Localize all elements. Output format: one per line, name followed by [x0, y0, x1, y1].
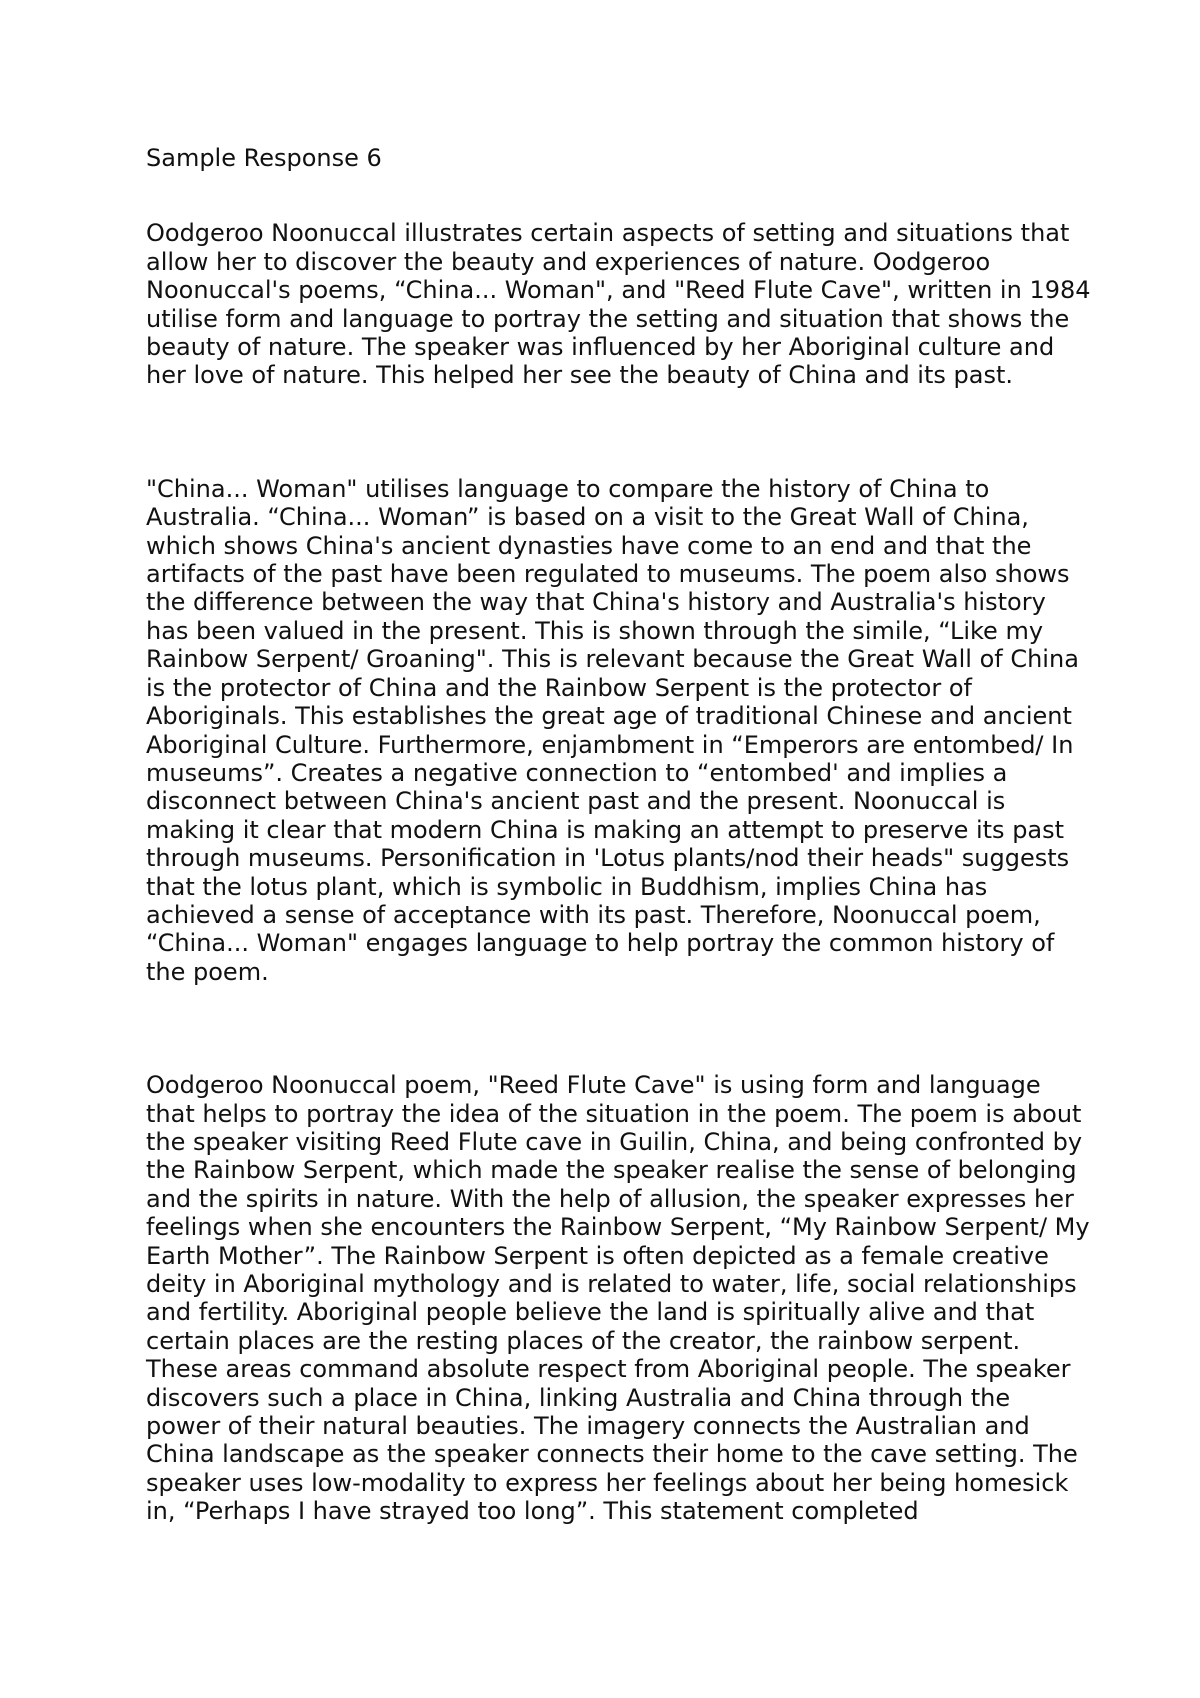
document-title: Sample Response 6 — [146, 144, 382, 172]
paragraph-spacer — [146, 390, 1091, 475]
paragraph-china-woman: "China... Woman" utilises language to compare the history of China to Australia. “China... Woman” is based on a visit to the Great Wall of China, which shows China's ancient dynasties have come to an end and that the artifacts of the past have been regulated to museums. The poem also shows the difference between the way that China's history and Australia's history has been valued in the present. This is shown through the simile, “Like my Rainbow Serpent/ Groaning". This is relevant because the Great Wall of China is the protector of China and the Rainbow Serpent is the protector of Aboriginals. This establishes the great age of traditional Chinese and ancient Aboriginal Culture. Furthermore, enjambment in “Emperors are entombed/ In museums”. Creates a negative connection to “entombed' and implies a disconnect between China's ancient past and the present. Noonuccal is making it clear that modern China is making an attempt to preserve its past through museums. Personification in 'Lotus plants/nod their heads" suggests that the lotus plant, which is symbolic in Buddhism, implies China has achieved a sense of acceptance with its past. Therefore, Noonuccal poem, “China... Woman" engages language to help portray the common history of the poem. — [146, 474, 1079, 986]
document-body — [146, 144, 1091, 1526]
paragraph-spacer — [146, 986, 1091, 1071]
paragraph-introduction: Oodgeroo Noonuccal illustrates certain aspects of setting and situations that allow her to discover the beauty and experiences of nature. Oodgeroo Noonuccal's poems, “China... Woman", and "Reed Flute Cave", written in 1984 utilise form and language to portray the setting and situation that shows the beauty of nature. The speaker was influenced by her Aboriginal culture and her love of nature. This helped her see the beauty of China and its past. — [146, 219, 1091, 390]
paragraph-reed-flute-cave: Oodgeroo Noonuccal poem, "Reed Flute Cave" is using form and language that helps to portray the idea of the situation in the poem. The poem is about the speaker visiting Reed Flute cave in Guilin, China, and being confronted by the Rainbow Serpent, which made the speaker realise the sense of belonging and the spirits in nature. With the help of allusion, the speaker expresses her feelings when she encounters the Rainbow Serpent, “My Rainbow Serpent/ My Earth Mother”. The Rainbow Serpent is often depicted as a female creative deity in Aboriginal mythology and is related to water, life, social relationships and fertility. Aboriginal people believe the land is spiritually alive and that certain places are the resting places of the creator, the rainbow serpent. These areas command absolute respect from Aboriginal people. The speaker discovers such a place in China, linking Australia and China through the power of their natural beauties. The imagery connects the Australian and China landscape as the speaker connects their home to the cave setting. The speaker uses low-modality to express her feelings about her being homesick in, “Perhaps I have strayed too long”. This statement completed — [146, 1071, 1090, 1526]
